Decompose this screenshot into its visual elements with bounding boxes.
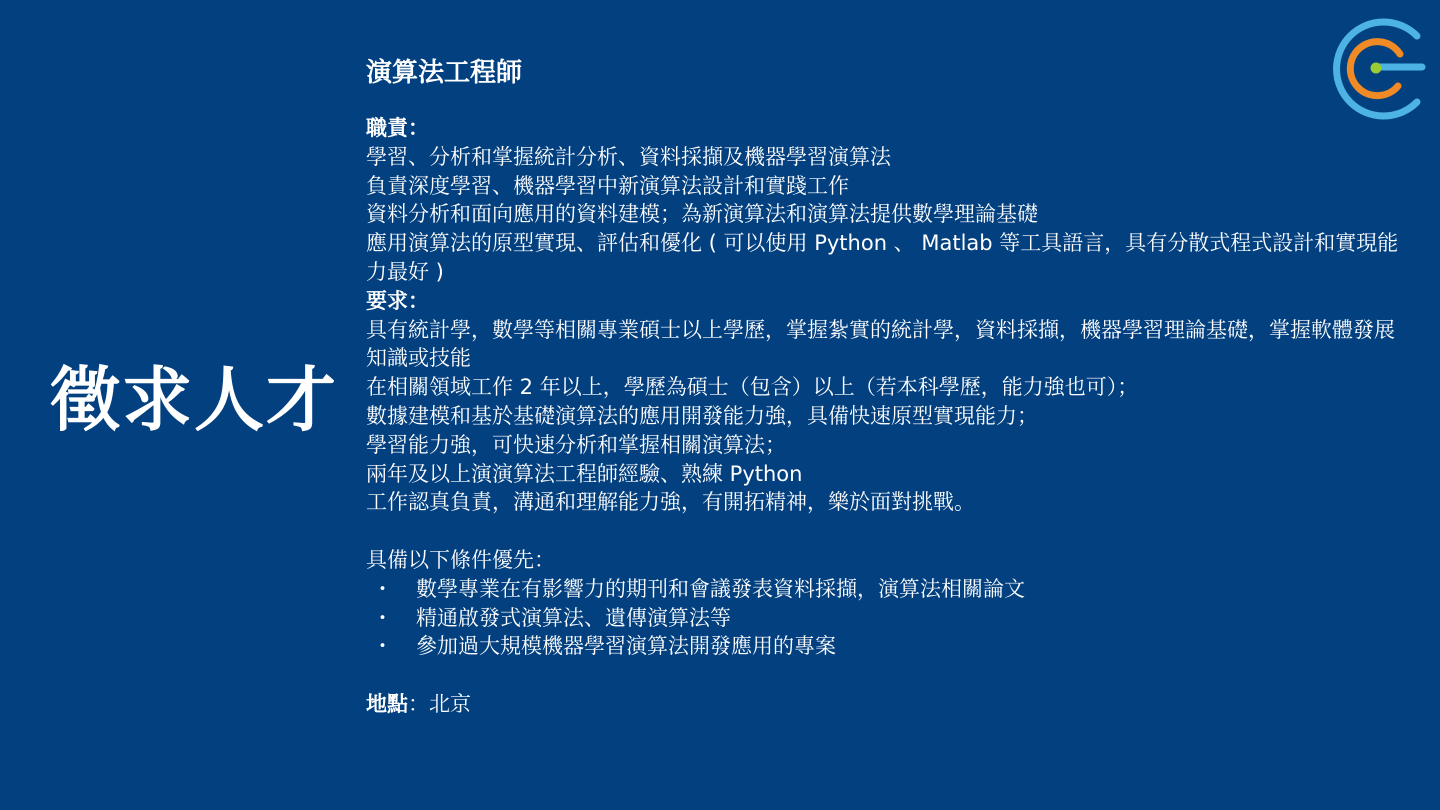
preferred-item [366,575,1406,604]
location [366,690,1406,719]
location-value: ：北京 [408,691,471,716]
responsibility-item: 資料分析和面向應用的資料建模；為新演算法和演算法提供數學理論基礎 [366,202,1038,227]
requirements-heading: 要求： [366,288,429,313]
job-title: 演算法工程師 [366,58,523,88]
location-label: 地點 [366,691,408,716]
bullet-icon: ・ [372,576,393,601]
preferred-item-text: 數學專業在有影響力的期刊和會議發表資料採擷，演算法相關論文 [416,576,1025,601]
preferred-item [366,604,1406,633]
requirement-item: 具有統計學，數學等相關專業碩士以上學歷，掌握紮實的統計學，資料採擷，機器學習理論基礎，掌握軟體發展知識或技能 [366,317,1395,371]
requirement-item: 學習能力強，可快速分析和掌握相關演算法； [366,432,786,457]
preferred-item [366,632,1406,661]
bullet-icon: ・ [372,605,393,630]
preferred-item-text: 精通啟發式演算法、遺傳演算法等 [416,605,731,630]
responsibilities-heading: 職責： [366,116,429,140]
preferred-item-text: 參加過大規模機器學習演算法開發應用的專案 [416,634,836,659]
requirement-item: 兩年及以上演演算法工程師經驗、熟練 Python [366,461,803,486]
side-title: 徵求人才 [50,359,338,441]
bullet-icon: ・ [372,634,393,659]
requirement-item: 工作認真負責，溝通和理解能力強，有開拓精神，樂於面對挑戰。 [366,490,975,515]
requirements-list [366,316,1406,518]
responsibility-item: 學習、分析和掌握統計分析、資料採擷及機器學習演算法 [366,144,891,169]
preferred-list [366,575,1406,661]
responsibility-item: 負責深度學習、機器學習中新演算法設計和實踐工作 [366,173,849,198]
requirement-item: 數據建模和基於基礎演算法的應用開發能力強，具備快速原型實現能力； [366,403,1038,428]
spacer [366,661,1406,690]
spacer [366,517,1406,546]
responsibilities-list [366,143,1406,287]
requirement-item: 在相關領域工作 2 年以上，學歷為碩士（包含）以上（若本科學歷，能力強也可）； [366,375,1139,400]
job-posting [366,56,1406,719]
responsibility-item: 應用演算法的原型實現、評估和優化 ( 可以使用 Python 、 Matlab 等工具語言，具有分散式程式設計和實現能力最好 ) [366,231,1399,284]
preferred-heading: 具備以下條件優先： [366,547,555,572]
